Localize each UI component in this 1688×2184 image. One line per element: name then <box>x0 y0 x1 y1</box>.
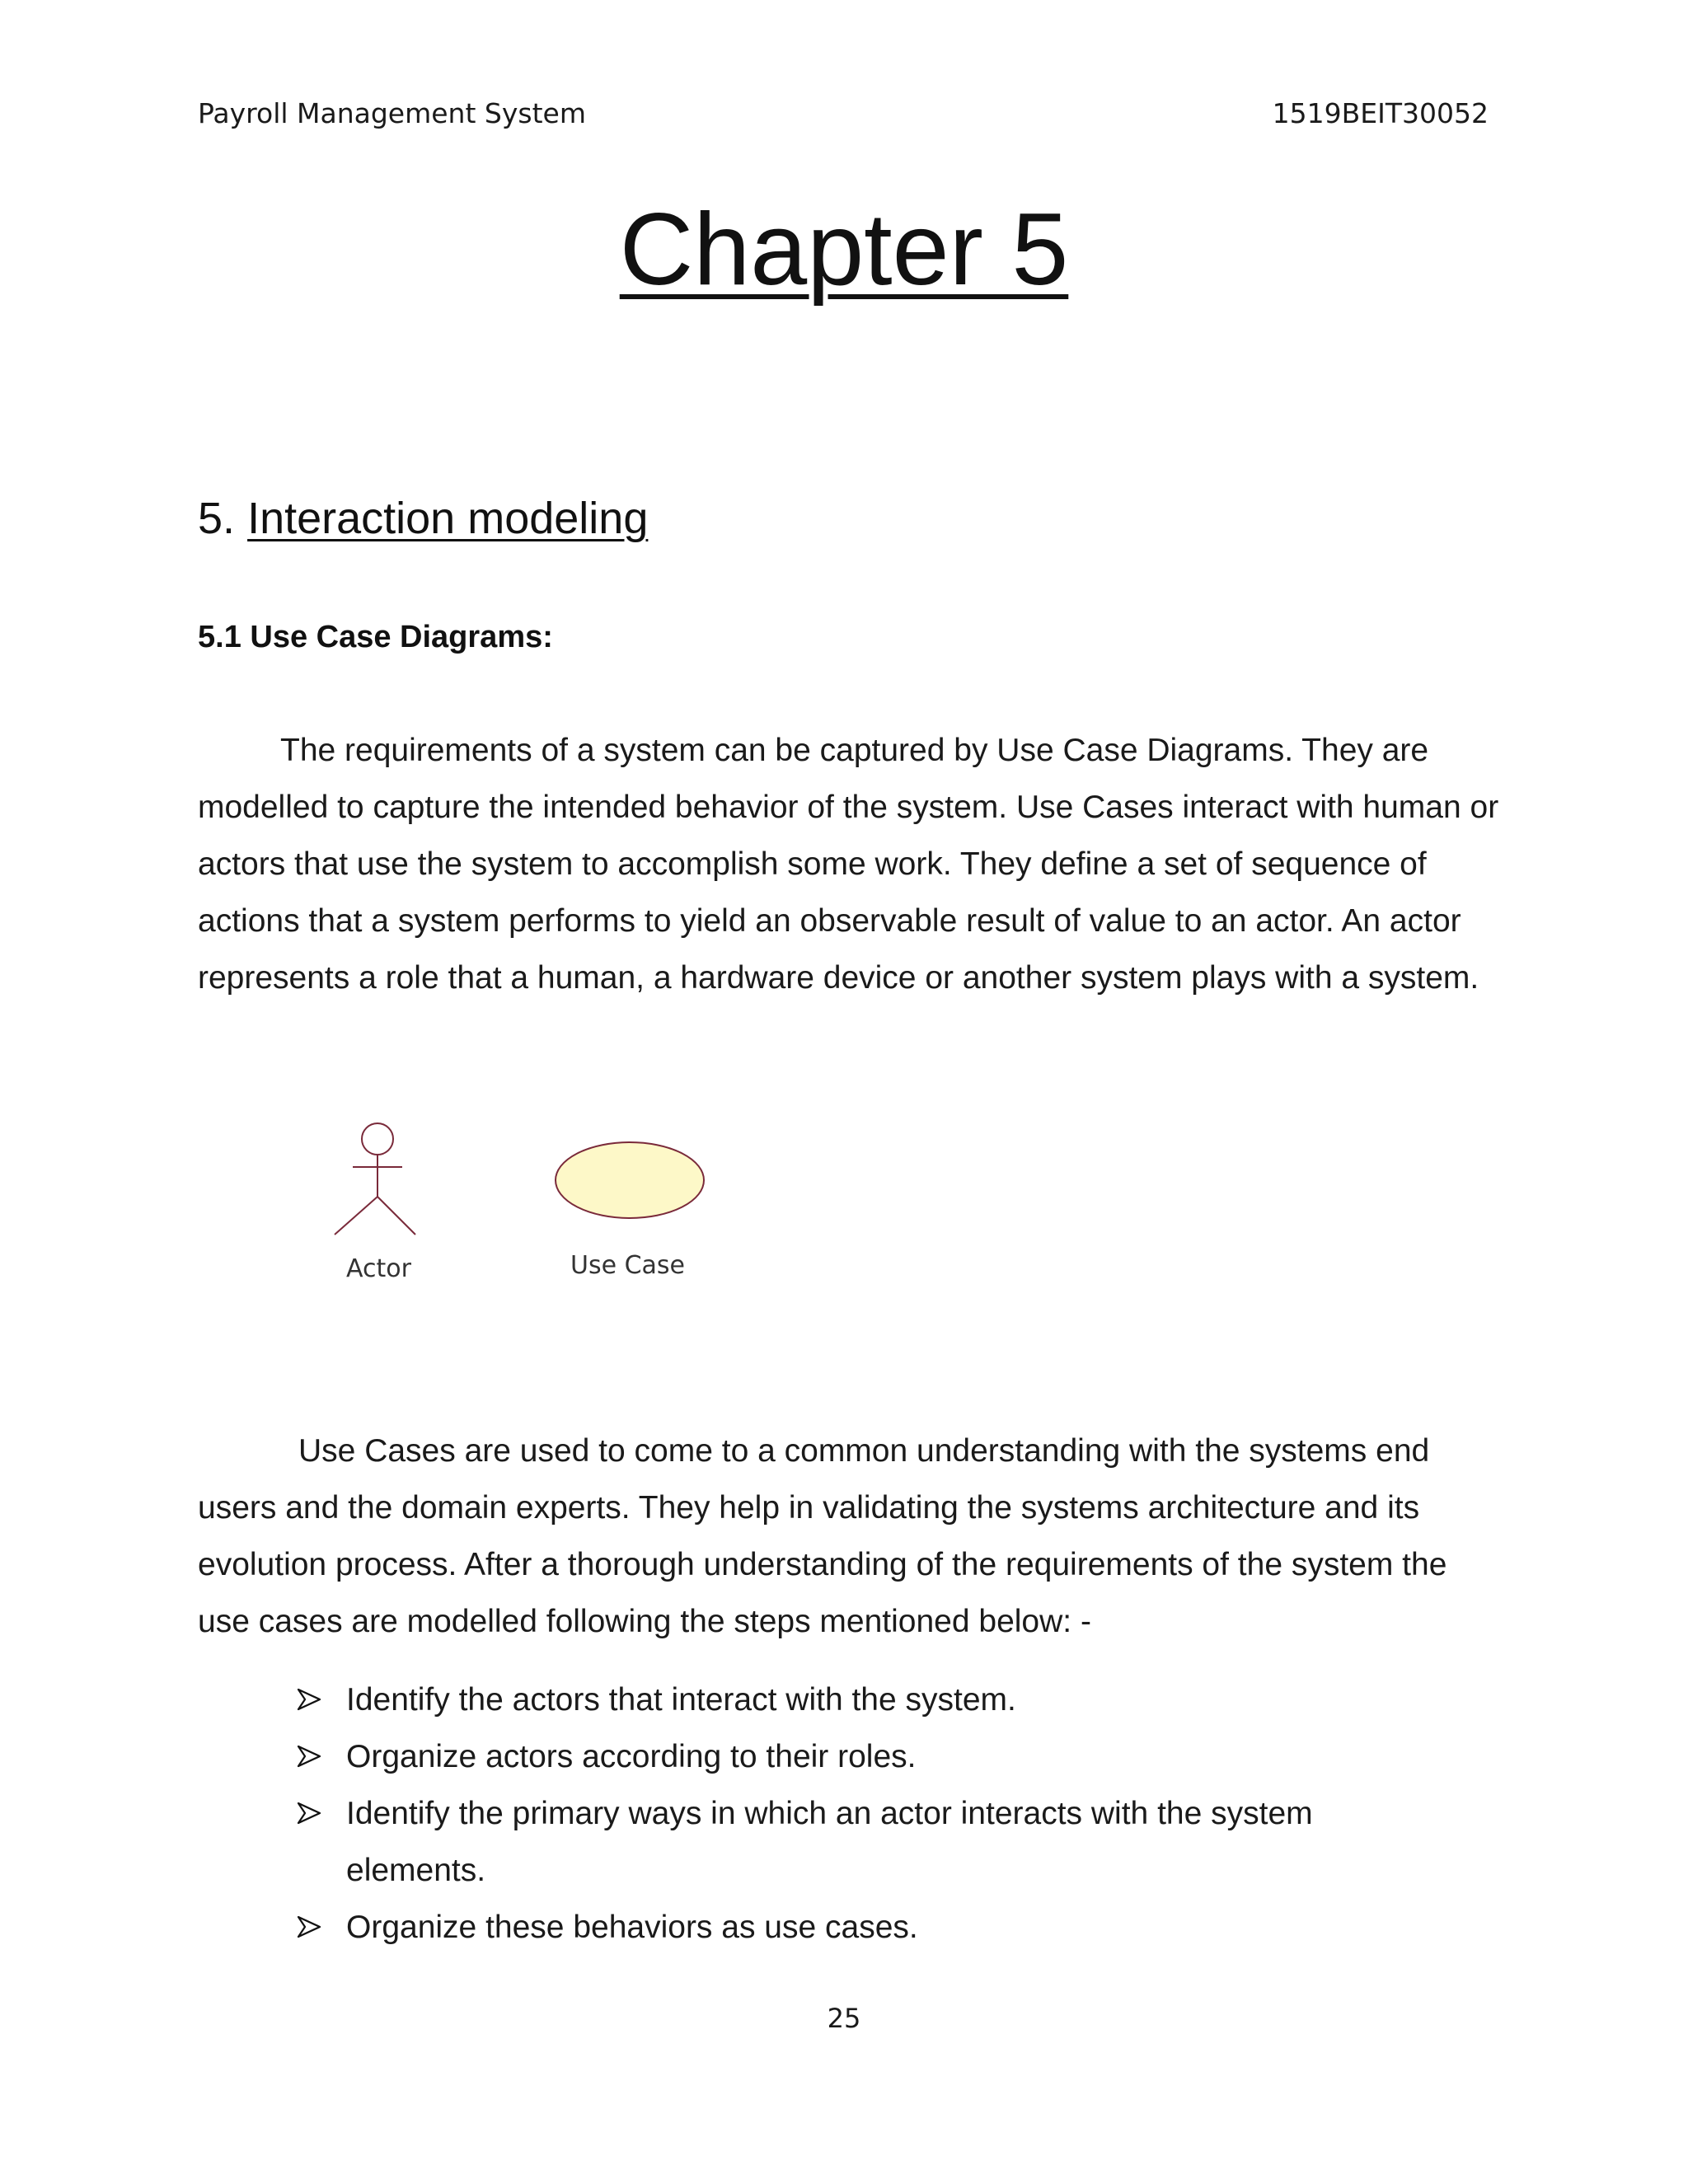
list-item-text: Identify the actors that interact with the system. <box>346 1682 1016 1718</box>
stick-figure-icon <box>335 1123 415 1235</box>
section-heading <box>198 493 648 544</box>
arrowhead-bullet-icon <box>297 1688 321 1711</box>
running-header-id: 1519BEIT30052 <box>1272 97 1489 129</box>
arrowhead-bullet-icon <box>297 1802 321 1825</box>
section-title: Interaction modeling <box>247 494 649 543</box>
list-item <box>297 1899 1451 1956</box>
section-number: 5. <box>198 494 236 543</box>
use-case-notation-diagram <box>321 1121 750 1302</box>
intro-paragraph: The requirements of a system can be captured by Use Case Diagrams. They are modelled to capture the intended behavior of the system. Use Cases interact with human or actors that use the system to accomplish some work. They define a set of sequence of actions that a system performs to yield an observable result of value to an actor. An actor represents a role that a human, a hardware device or another system plays with a system. <box>198 733 1499 996</box>
list-item <box>297 1671 1451 1728</box>
list-item-text: Organize these behaviors as use cases. <box>346 1910 918 1945</box>
actor-label: Actor <box>346 1254 411 1283</box>
list-item <box>297 1785 1451 1899</box>
list-item-text: Identify the primary ways in which an actor interacts with the system elements. <box>346 1796 1313 1888</box>
use-case-purpose-paragraph: Use Cases are used to come to a common understanding with the systems end users and the domain experts. They help in validating the systems architecture and its evolution process. After a thorough understanding of the requirements of the system the use cases are modelled following the steps mentioned below: - <box>198 1433 1447 1639</box>
use-case-ellipse-icon <box>556 1142 704 1218</box>
modelling-steps-list <box>297 1671 1451 1956</box>
chapter-title-text: Chapter 5 <box>619 193 1069 307</box>
running-header-title: Payroll Management System <box>198 97 586 129</box>
arrowhead-bullet-icon <box>297 1745 321 1768</box>
page-number: 25 <box>827 2003 861 2034</box>
list-item-text: Organize actors according to their roles. <box>346 1739 917 1774</box>
list-item <box>297 1728 1451 1785</box>
chapter-title <box>0 194 1688 306</box>
use-case-label: Use Case <box>570 1251 685 1280</box>
arrowhead-bullet-icon <box>297 1915 321 1938</box>
subsection-heading: 5.1 Use Case Diagrams: <box>198 620 553 654</box>
